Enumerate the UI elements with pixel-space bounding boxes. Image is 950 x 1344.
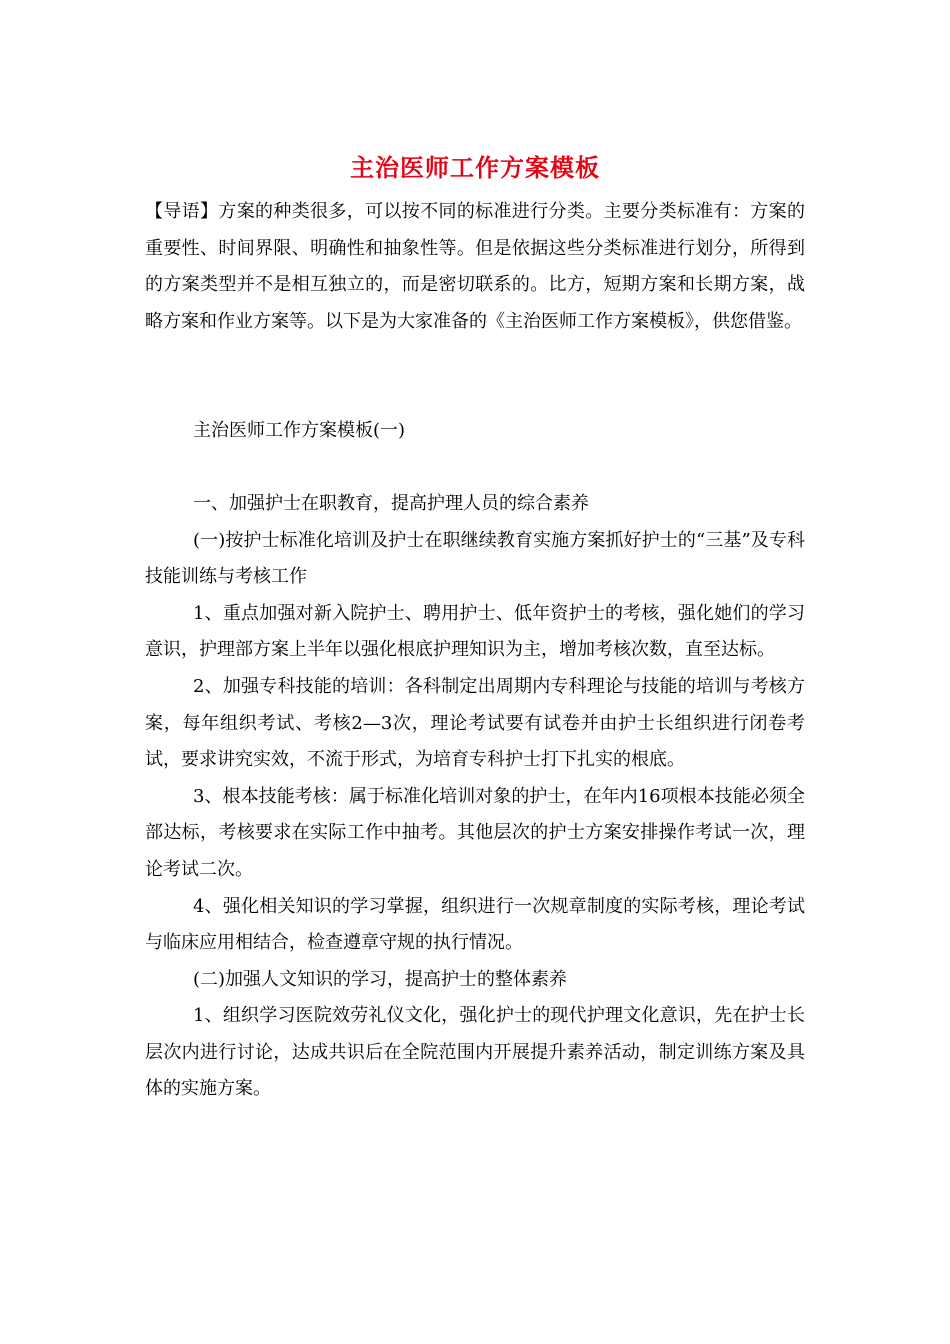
section-title: 主治医师工作方案模板(一) (193, 420, 406, 442)
spacer (145, 450, 805, 486)
subheading-2: (二)加强人文知识的学习，提高护士的整体素养 (193, 968, 568, 990)
heading-1: 一、加强护士在职教育，提高护理人员的综合素养 (193, 492, 589, 514)
list-item-1-2: 2、加强专科技能的培训：各科制定出周期内专科理论与技能的培训与考核方案，每年组织考试、考核2—3次，理论考试要有试卷并由护士长组织进行闭卷考试，要求讲究实效，不流于形式，为培育专科护士打下扎实的根底。 (145, 675, 805, 771)
list-item-1-4: 4、强化相关知识的学习掌握，组织进行一次规章制度的实际考核，理论考试与临床应用相结合，检查遵章守规的执行情况。 (145, 895, 805, 954)
spacer (145, 340, 805, 413)
list-item-2-1: 1、组织学习医院效劳礼仪文化，强化护士的现代护理文化意识，先在护士长层次内进行讨论，达成共识后在全院范围内开展提升素养活动，制定训练方案及具体的实施方案。 (145, 1005, 805, 1100)
subheading-1: (一)按护士标准化培训及护士在职继续教育实施方案抓好护士的“三基”及专科技能训练与考核工作 (145, 529, 805, 588)
document-body (145, 194, 805, 1108)
list-item-1-1: 1、重点加强对新入院护士、聘用护士、低年资护士的考核，强化她们的学习意识，护理部方案上半年以强化根底护理知识为主，增加考核次数，直至达标。 (145, 602, 805, 661)
document-title: 主治医师工作方案模板 (350, 153, 600, 182)
intro-paragraph: 【导语】方案的种类很多，可以按不同的标准进行分类。主要分类标准有：方案的重要性、时间界限、明确性和抽象性等。但是依据这些分类标准进行划分，所得到的方案类型并不是相互独立的，而是密切联系的。比方，短期方案和长期方案，战略方案和作业方案等。以下是为大家准备的《主治医师工作方案模板》，供您借鉴。 (145, 201, 805, 332)
list-item-1-3: 3、根本技能考核：属于标准化培训对象的护士，在年内16项根本技能必须全部达标，考核要求在实际工作中抽考。其他层次的护士方案安排操作考试一次，理论考试二次。 (145, 785, 805, 880)
